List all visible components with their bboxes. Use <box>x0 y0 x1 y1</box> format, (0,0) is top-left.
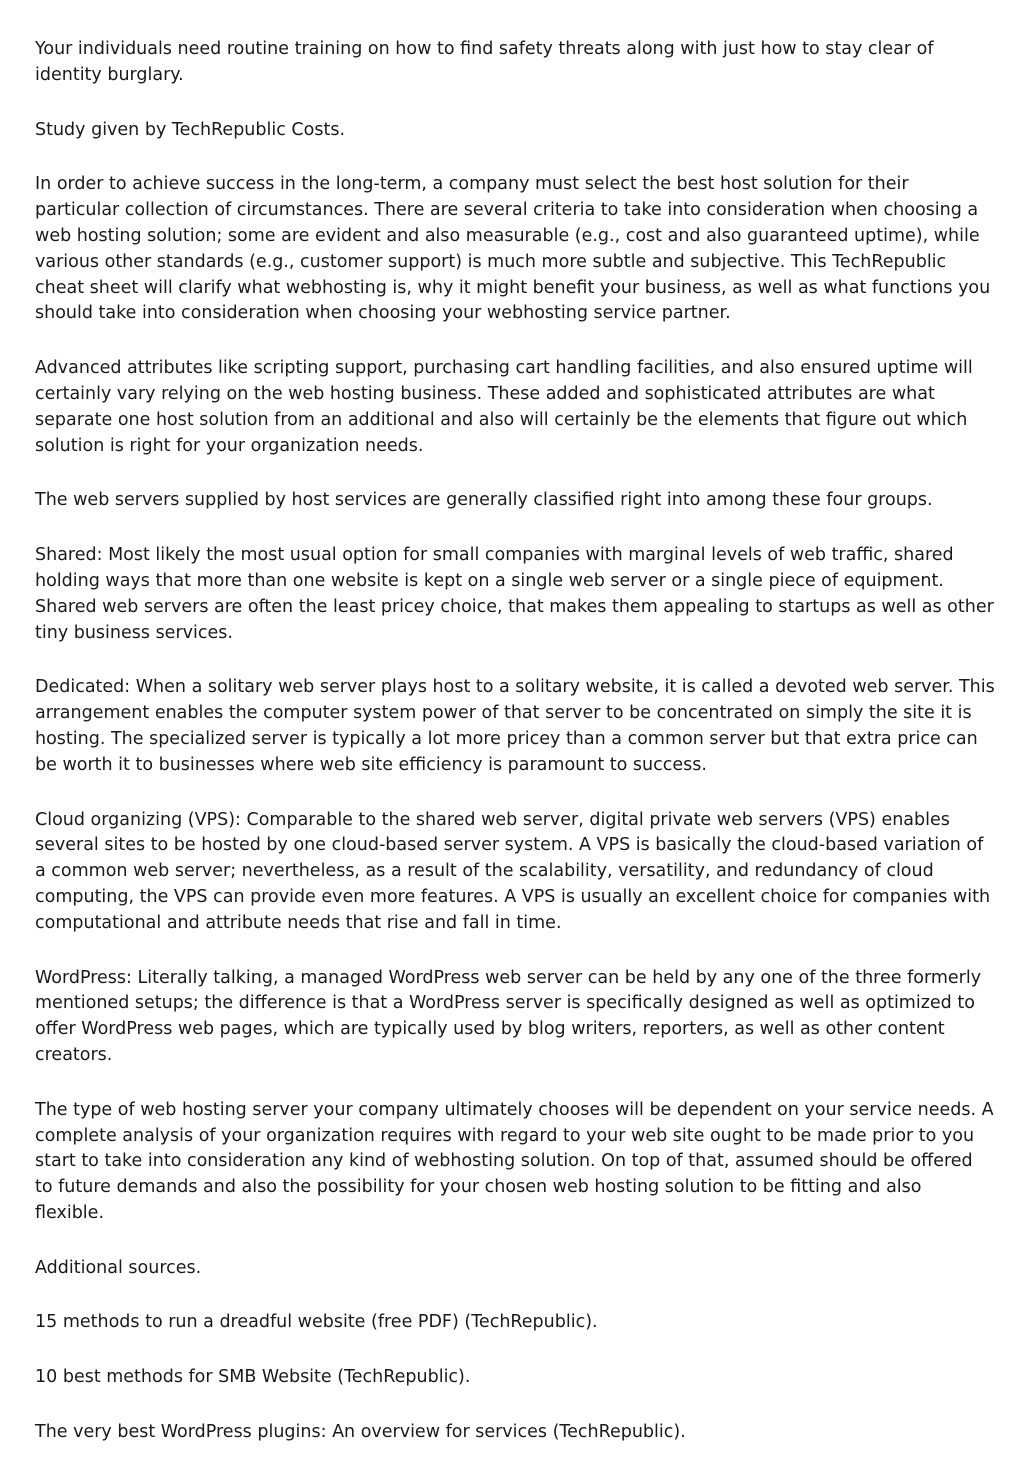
paragraph-training: Your individuals need routine training on how to find safety threats along with just how to stay clear of identity burglary. <box>35 39 934 85</box>
source-item-2: 10 best methods for SMB Website (TechRepublic). <box>35 1367 471 1388</box>
paragraph-cloud-vps: Cloud organizing (VPS): Comparable to the shared web server, digital private web servers (VPS) enables several sites to be hosted by one cloud-based server system. A VPS is basically the cloud-based variation of a common web server; nevertheless, as a result of the scalability, versatility, and redundancy of cloud computing, the VPS can provide even more features. A VPS is usually an excellent choice for companies with computational and attribute needs that rise and fall in time. <box>35 809 991 933</box>
paragraph-study-credit: Study given by TechRepublic Costs. <box>35 119 346 140</box>
document-body <box>35 37 995 1475</box>
paragraph-shared: Shared: Most likely the most usual option for small companies with marginal levels of web traffic, shared holding ways that more than one website is kept on a single web server or a single piece of equipment. Shared web servers are often the least pricey choice, that makes them appealing to startups as well as other tiny business services. <box>35 545 994 643</box>
paragraph-server-groups: The web servers supplied by host services are generally classified right into among these four groups. <box>35 490 933 511</box>
paragraph-intro: In order to achieve success in the long-term, a company must select the best host solution for their particular collection of circumstances. There are several criteria to take into consideration when choosing a web hosting solution; some are evident and also measurable (e.g., cost and also guaranteed uptime), while various other standards (e.g., customer support) is much more subtle and subjective. This TechRepublic cheat sheet will clarify what webhosting is, why it might benefit your business, as well as what functions you should take into consideration when choosing your webhosting service partner. <box>35 174 991 324</box>
paragraph-dedicated: Dedicated: When a solitary web server plays host to a solitary website, it is called a devoted web server. This arrangement enables the computer system power of that server to be concentrated on simply the site it is hosting. The specialized server is typically a lot more pricey than a common server but that extra price can be worth it to businesses where web site efficiency is paramount to success. <box>35 677 995 775</box>
paragraph-wordpress: WordPress: Literally talking, a managed WordPress web server can be held by any one of the three formerly mentioned setups; the difference is that a WordPress server is specifically designed as well as optimized to offer WordPress web pages, which are typically used by blog writers, reporters, as well as other content creators. <box>35 967 982 1065</box>
paragraph-additional-sources: Additional sources. <box>35 1257 202 1278</box>
source-item-1: 15 methods to run a dreadful website (free PDF) (TechRepublic). <box>35 1312 598 1333</box>
paragraph-advanced-attributes: Advanced attributes like scripting support, purchasing cart handling facilities, and also ensured uptime will certainly vary relying on the web hosting business. These added and sophisticated attributes are what separate one host solution from an additional and also will certainly be the elements that figure out which solution is right for your organization needs. <box>35 358 973 456</box>
source-item-3: The very best WordPress plugins: An overview for services (TechRepublic). <box>35 1422 686 1443</box>
paragraph-conclusion: The type of web hosting server your company ultimately chooses will be dependent on your service needs. A complete analysis of your organization requires with regard to your web site ought to be made prior to you start to take into consideration any kind of webhosting solution. On top of that, assumed should be offered to future demands and also the possibility for your chosen web hosting solution to be fitting and also flexible. <box>35 1099 994 1223</box>
